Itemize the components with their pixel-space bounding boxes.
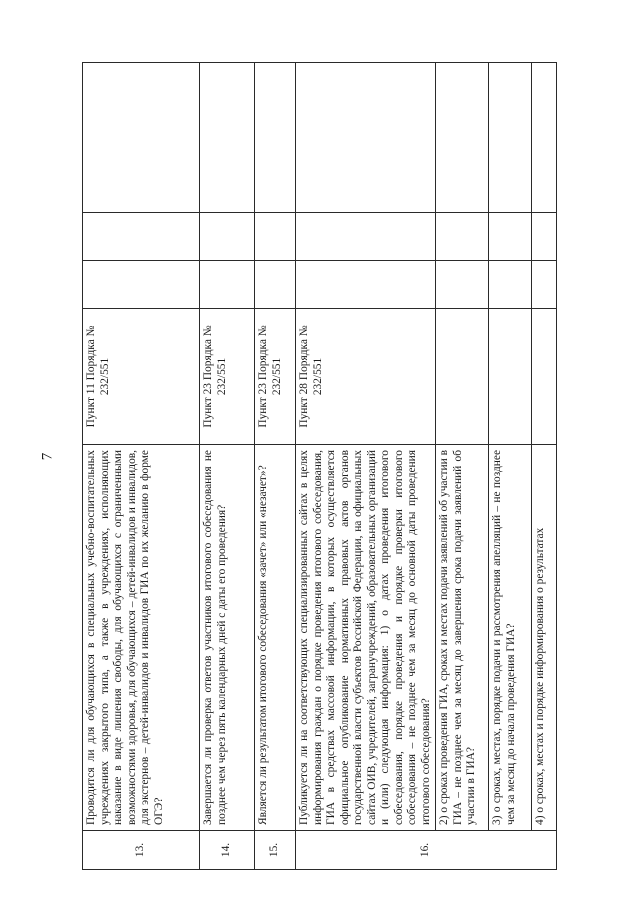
yes-cell bbox=[296, 261, 436, 309]
table-row bbox=[532, 63, 557, 870]
reference-cell bbox=[436, 309, 489, 445]
question-item: 2) о сроках проведения ГИА, сроках и местах подачи заявлений об участии в ГИА – не позднее чем за месяц до завершения срока подачи заявлений об участии в ГИА? bbox=[436, 445, 489, 831]
reference-cell: Пункт 28 Порядка № 232/551 bbox=[296, 309, 436, 445]
yes-cell bbox=[200, 261, 255, 309]
notes-cell bbox=[436, 63, 489, 213]
notes-cell bbox=[489, 63, 532, 213]
no-cell bbox=[83, 213, 200, 261]
notes-cell bbox=[296, 63, 436, 213]
no-cell bbox=[200, 213, 255, 261]
row-number: 13. bbox=[83, 831, 200, 870]
row-number: 15. bbox=[255, 831, 296, 870]
reference-cell: Пункт 23 Порядка № 232/551 bbox=[255, 309, 296, 445]
reference-cell: Пункт 11 Порядка № 232/551 bbox=[83, 309, 200, 445]
question-cell: Проводится ли для обучающихся в специальных учебно-воспитательных учреждениях закрытого типа, а также в учреждениях, исполняющих наказание в виде лишения свободы, для обучающихся с ограниченными возможностями здоровья, для обучающихся – детей-инвалидов и инвалидов, для экстернов – детей-инвалидов и инвалидов ГИА по их желанию в форме ОГЭ? bbox=[83, 445, 200, 831]
question-item: 3) о сроках, местах, порядке подачи и рассмотрения апелляций – не позднее чем за месяц до начала проведения ГИА? bbox=[489, 445, 532, 831]
reference-cell bbox=[489, 309, 532, 445]
no-cell bbox=[532, 213, 557, 261]
table-row bbox=[436, 63, 489, 870]
no-cell bbox=[489, 213, 532, 261]
question-cell: Является ли результатом итогового собеседования «зачет» или «незачет»? bbox=[255, 445, 296, 831]
question-intro: Публикуется ли на соответствующих специализированных сайтах в целях информирования граждан о порядке проведения итогового собеседования, ГИА в средствах массовой информации, в которых осуществляется официальное опубликование нормативных правовых актов органов государственной власти субъектов Российской Федерации, на официальных сайтах ОИВ, учредителей, загранучреждений, образовательных организаций и (или) следующая информация: bbox=[298, 450, 391, 825]
no-cell bbox=[255, 213, 296, 261]
question-item: 4) о сроках, местах и порядке информирования о результатах bbox=[532, 445, 557, 831]
yes-cell bbox=[83, 261, 200, 309]
rotated-page-content bbox=[82, 63, 611, 870]
table-row bbox=[489, 63, 532, 870]
no-cell bbox=[436, 213, 489, 261]
no-cell bbox=[296, 213, 436, 261]
question-cell: Завершается ли проверка ответов участников итогового собеседования не позднее чем через пять календарных дней с даты его проведения? bbox=[200, 445, 255, 831]
yes-cell bbox=[532, 261, 557, 309]
row-number: 16. bbox=[296, 831, 557, 870]
row-number: 14. bbox=[200, 831, 255, 870]
question-item: 1) о датах проведения итогового собеседования, порядке проведения и порядке проверки итогового собеседования – не позднее чем за месяц до основной даты проведения итогового собеседования? bbox=[379, 449, 432, 825]
notes-cell bbox=[255, 63, 296, 213]
table-row bbox=[255, 63, 296, 870]
page-number: 7 bbox=[39, 452, 56, 461]
yes-cell bbox=[436, 261, 489, 309]
reference-cell: Пункт 23 Порядка № 232/551 bbox=[200, 309, 255, 445]
checklist-table bbox=[82, 62, 557, 870]
yes-cell bbox=[489, 261, 532, 309]
reference-cell bbox=[532, 309, 557, 445]
table-row bbox=[200, 63, 255, 870]
table-row bbox=[83, 63, 200, 870]
yes-cell bbox=[255, 261, 296, 309]
notes-cell bbox=[200, 63, 255, 213]
notes-cell bbox=[83, 63, 200, 213]
question-cell bbox=[296, 445, 436, 831]
table-row bbox=[296, 63, 436, 870]
notes-cell bbox=[532, 63, 557, 213]
